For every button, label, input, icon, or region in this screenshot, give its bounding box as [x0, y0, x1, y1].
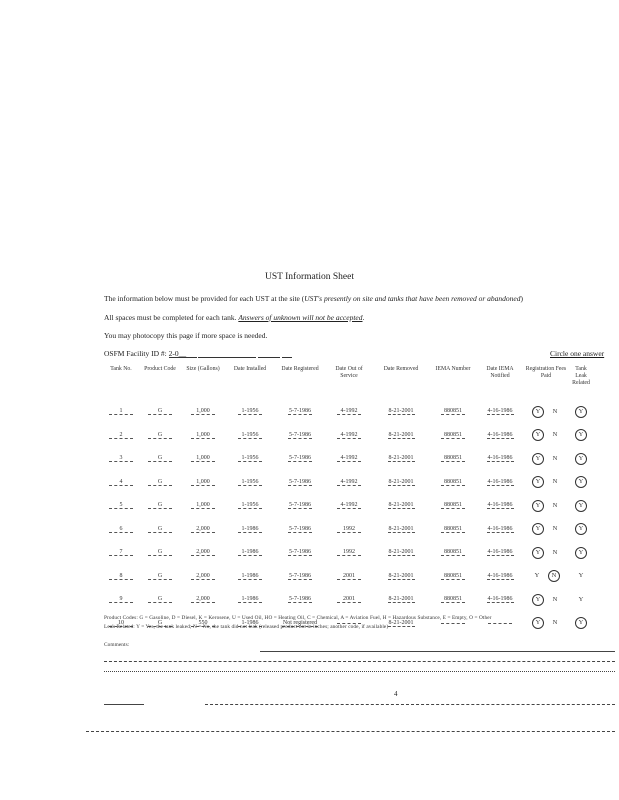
fees-option-n[interactable]: N [552, 501, 558, 509]
cell-value: 8-21-2001 [388, 596, 414, 603]
cell-out[interactable] [325, 588, 373, 612]
table-row [103, 518, 593, 542]
cell-value: 4-1992 [337, 455, 361, 462]
cell-value: 880851 [441, 526, 465, 533]
cell-removed[interactable] [373, 565, 429, 589]
cell-registered[interactable] [275, 588, 325, 612]
cell-installed[interactable] [225, 518, 275, 542]
cell-size[interactable] [181, 447, 225, 471]
cell-size[interactable] [181, 494, 225, 518]
cell-value: 2 [109, 432, 133, 439]
cell-iema[interactable] [429, 494, 477, 518]
cell-fees-paid [523, 565, 569, 589]
cell-value: 8-21-2001 [388, 525, 414, 532]
cell-value: 4-16-1986 [487, 431, 513, 438]
cell-value: 4-16-1986 [487, 455, 513, 462]
cell-leak-related [569, 400, 593, 424]
cell-product[interactable] [139, 447, 181, 471]
cell-value: 8-21-2001 [388, 549, 414, 556]
column-header: Date Out of Service [335, 366, 363, 379]
cell-fees-paid [523, 400, 569, 424]
cell-value: 2001 [337, 573, 361, 580]
column-header: Registration Fees Paid [525, 366, 567, 379]
cell-value: 2,000 [191, 596, 215, 603]
cell-out[interactable] [325, 471, 373, 495]
cell-value: 880851 [441, 502, 465, 509]
cell-value: 4-16-1986 [487, 525, 513, 532]
cell-iema[interactable] [429, 447, 477, 471]
cell-removed[interactable] [373, 400, 429, 424]
cell-installed[interactable] [225, 565, 275, 589]
cell-out[interactable] [325, 565, 373, 589]
fees-option-y[interactable]: Y [532, 406, 544, 418]
cell-registered[interactable] [275, 565, 325, 589]
cell-notified[interactable] [477, 471, 523, 495]
cell-product[interactable] [139, 400, 181, 424]
product-code-footnote: Product Codes: G = Gasoline, D = Diesel, K = Kerosene, U = Used Oil, HO = Heating Oil, C = Chemical, A = Aviation Fuel, H = Hazardous Substance, E = Empty, O = Other [104, 615, 492, 621]
leak-option-y[interactable]: Y [575, 429, 587, 441]
cell-value: 5-7-1986 [289, 572, 311, 579]
leak-option-y[interactable]: Y [575, 617, 587, 629]
cell-value: 1-1956 [238, 408, 262, 415]
page-number: 4 [394, 690, 398, 698]
fees-option-n[interactable]: N [552, 454, 558, 462]
cell-value: 1-1986 [238, 620, 262, 627]
cell-value: 4-16-1986 [487, 408, 513, 415]
cell-value: 4-1992 [337, 502, 361, 509]
cell-leak-related [569, 612, 593, 636]
table-header-row [103, 366, 593, 400]
cell-value [488, 623, 512, 624]
cell-value: 8-21-2001 [388, 478, 414, 485]
fees-option-y[interactable]: Y [532, 523, 544, 535]
fees-option-y[interactable]: Y [532, 476, 544, 488]
cell-fees-paid [523, 471, 569, 495]
intro-line-2-c: . [362, 313, 365, 322]
cell-out[interactable] [325, 494, 373, 518]
cell-tank[interactable] [103, 541, 139, 565]
cell-fees-paid [523, 424, 569, 448]
cell-leak-related [569, 588, 593, 612]
cell-value: G [148, 455, 172, 462]
table-row [103, 400, 593, 424]
cell-notified[interactable] [477, 400, 523, 424]
cell-value: 880851 [441, 479, 465, 486]
cell-value: 880851 [441, 432, 465, 439]
cell-value: 4 [109, 479, 133, 486]
fees-option-n[interactable]: N [552, 407, 558, 415]
cell-size[interactable] [181, 471, 225, 495]
cell-product[interactable] [139, 471, 181, 495]
cell-out[interactable] [325, 541, 373, 565]
cell-value: 1-1956 [238, 455, 262, 462]
cell-value: 5-7-1986 [289, 525, 311, 532]
cell-value: 1,000 [191, 502, 215, 509]
table-row [103, 424, 593, 448]
cell-notified[interactable] [477, 588, 523, 612]
cell-notified[interactable] [477, 447, 523, 471]
cell-installed[interactable] [225, 588, 275, 612]
cell-notified[interactable] [477, 518, 523, 542]
intro-line-1-italic: UST's presently on site and tanks that have been removed or abandoned [304, 294, 521, 303]
cell-value: 9 [109, 596, 133, 603]
cell-removed[interactable] [373, 424, 429, 448]
cell-value: 1-1956 [238, 502, 262, 509]
cell-value: 1-1956 [238, 432, 262, 439]
cell-tank[interactable] [103, 400, 139, 424]
cell-value: 4-16-1986 [487, 502, 513, 509]
cell-size[interactable] [181, 518, 225, 542]
cell-value: 3 [109, 455, 133, 462]
cell-value: 880851 [441, 549, 465, 556]
cell-removed[interactable] [373, 518, 429, 542]
cell-value: Not registered [282, 619, 318, 626]
cell-value: 4-16-1986 [487, 596, 513, 603]
column-header: Size (Gallons) [186, 366, 220, 372]
cell-out[interactable] [325, 447, 373, 471]
facility-id-field[interactable] [169, 349, 197, 358]
cell-leak-related [569, 565, 593, 589]
table-row [103, 588, 593, 612]
cell-value: 2001 [337, 596, 361, 603]
column-header: IEMA Number [435, 366, 471, 372]
cell-value: 7 [109, 549, 133, 556]
cell-value: 4-1992 [337, 408, 361, 415]
signature-line-2[interactable] [205, 704, 615, 705]
leak-option-y[interactable]: Y [575, 453, 587, 465]
cell-tank[interactable] [103, 518, 139, 542]
cell-value: 2,000 [191, 549, 215, 556]
cell-size[interactable] [181, 588, 225, 612]
cell-value: 1,000 [191, 408, 215, 415]
cell-installed[interactable] [225, 424, 275, 448]
leak-option-y[interactable]: Y [575, 500, 587, 512]
cell-leak-related [569, 518, 593, 542]
intro-line-1-a: The information below must be provided for each UST at the site ( [104, 294, 305, 303]
intro-line-3: You may photocopy this page if more space is needed. [104, 331, 268, 340]
cell-value: 1-1986 [238, 596, 262, 603]
cell-out[interactable] [325, 518, 373, 542]
facility-id-row [104, 349, 292, 358]
cell-product[interactable] [139, 424, 181, 448]
intro-line-2-a: All spaces must be completed for each tank. [104, 313, 239, 322]
leak-option-y[interactable]: Y [575, 406, 587, 418]
cell-value: 2,000 [191, 573, 215, 580]
cell-value: 4-1992 [337, 479, 361, 486]
cell-registered[interactable] [275, 424, 325, 448]
cell-product[interactable] [139, 541, 181, 565]
cell-value: 4-1992 [337, 432, 361, 439]
cell-iema[interactable] [429, 471, 477, 495]
leak-option-y[interactable]: Y [578, 595, 584, 603]
cell-value: 880851 [441, 596, 465, 603]
fees-option-n[interactable]: N [552, 525, 558, 533]
cell-out[interactable] [325, 424, 373, 448]
cell-value: 8-21-2001 [388, 502, 414, 509]
leak-footnote: Leak Related: Y = Yes, the tank leaked; N = No, the tank did not leak (released product not in inches; another code, if available) [104, 624, 389, 630]
cell-value: 880851 [441, 408, 465, 415]
fees-option-n[interactable]: N [552, 548, 558, 556]
fees-option-y[interactable]: Y [532, 500, 544, 512]
fees-option-n[interactable]: N [552, 595, 558, 603]
cell-value: 5-7-1986 [289, 455, 311, 462]
facility-id-blank-1[interactable] [198, 349, 256, 358]
cell-iema[interactable] [429, 518, 477, 542]
signature-line-3[interactable] [86, 731, 615, 732]
cell-removed[interactable] [373, 494, 429, 518]
cell-value: 4-16-1986 [487, 549, 513, 556]
cell-value: 8-21-2001 [388, 408, 414, 415]
cell-installed[interactable] [225, 447, 275, 471]
cell-installed[interactable] [225, 494, 275, 518]
cell-tank[interactable] [103, 588, 139, 612]
column-header: Tank No. [110, 366, 132, 372]
cell-leak-related [569, 494, 593, 518]
cell-value: 2,000 [191, 526, 215, 533]
fees-option-n[interactable]: N [552, 431, 558, 439]
cell-removed[interactable] [373, 447, 429, 471]
cell-tank[interactable] [103, 494, 139, 518]
fees-option-y[interactable]: Y [532, 547, 544, 559]
cell-notified[interactable] [477, 494, 523, 518]
comment-line-2[interactable] [104, 661, 615, 662]
cell-fees-paid [523, 541, 569, 565]
column-header: Date Installed [233, 366, 267, 372]
cell-value: 1-1986 [238, 573, 262, 580]
fees-option-y[interactable]: Y [534, 572, 540, 580]
cell-value: 1,000 [191, 479, 215, 486]
cell-value: 5-7-1986 [289, 596, 311, 603]
fees-option-n[interactable]: N [552, 619, 558, 627]
cell-registered[interactable] [275, 494, 325, 518]
table-row [103, 447, 593, 471]
fees-option-y[interactable]: Y [532, 594, 544, 606]
cell-value: 5-7-1986 [289, 549, 311, 556]
leak-option-y[interactable]: Y [575, 523, 587, 535]
column-header: Tank Leak Related [572, 366, 590, 386]
cell-iema[interactable] [429, 565, 477, 589]
cell-size[interactable] [181, 424, 225, 448]
column-header: Date Registered [281, 366, 319, 372]
cell-value: G [148, 408, 172, 415]
intro-line-1 [104, 294, 523, 303]
cell-leak-related [569, 471, 593, 495]
cell-installed[interactable] [225, 541, 275, 565]
cell-product[interactable] [139, 588, 181, 612]
cell-value: 10 [109, 620, 133, 627]
cell-value: 6 [109, 526, 133, 533]
intro-line-1-c: ) [520, 294, 523, 303]
cell-iema[interactable] [429, 424, 477, 448]
cell-value: 8-21-2001 [388, 572, 414, 579]
cell-removed[interactable] [373, 588, 429, 612]
cell-value: 1-1956 [238, 479, 262, 486]
fees-option-n[interactable]: N [552, 478, 558, 486]
cell-registered[interactable] [275, 518, 325, 542]
cell-value: 1992 [337, 549, 361, 556]
cell-value [441, 623, 465, 624]
cell-notified[interactable] [477, 541, 523, 565]
cell-installed[interactable] [225, 400, 275, 424]
cell-value: G [148, 596, 172, 603]
cell-value: 550 [191, 620, 215, 627]
cell-leak-related [569, 447, 593, 471]
cell-value: 5-7-1986 [289, 431, 311, 438]
cell-removed[interactable] [373, 541, 429, 565]
cell-registered[interactable] [275, 447, 325, 471]
page-title: UST Information Sheet [264, 272, 354, 282]
cell-registered[interactable] [275, 400, 325, 424]
cell-value: 5 [109, 502, 133, 509]
cell-value: 8 [109, 573, 133, 580]
table-body [103, 400, 593, 635]
intro-line-2 [104, 313, 364, 322]
circle-one-answer-header: Circle one answer [550, 349, 605, 358]
column-header: Date Removed [383, 366, 419, 372]
cell-value: 880851 [441, 455, 465, 462]
fees-option-y[interactable]: Y [532, 429, 544, 441]
cell-product[interactable] [139, 494, 181, 518]
cell-value: 5-7-1986 [289, 502, 311, 509]
cell-value: 880851 [441, 573, 465, 580]
cell-value: 1-1986 [238, 549, 262, 556]
cell-value: G [148, 526, 172, 533]
cell-notified[interactable] [477, 424, 523, 448]
cell-value: 4-16-1986 [487, 478, 513, 485]
cell-tank[interactable] [103, 424, 139, 448]
facility-id-blank-2[interactable] [258, 349, 280, 358]
cell-value: 1-1986 [238, 526, 262, 533]
cell-size[interactable] [181, 565, 225, 589]
cell-fees-paid [523, 612, 569, 636]
cell-iema[interactable] [429, 400, 477, 424]
cell-removed[interactable] [373, 471, 429, 495]
cell-product[interactable] [139, 565, 181, 589]
cell-product[interactable] [139, 518, 181, 542]
cell-notified[interactable] [477, 565, 523, 589]
table-row [103, 565, 593, 589]
cell-leak-related [569, 424, 593, 448]
cell-value: G [148, 432, 172, 439]
cell-fees-paid [523, 518, 569, 542]
fees-option-n[interactable]: N [548, 570, 560, 582]
cell-value: 1,000 [191, 455, 215, 462]
cell-tank[interactable] [103, 471, 139, 495]
cell-value: 8-21-2001 [388, 455, 414, 462]
facility-id-blank-3[interactable] [282, 349, 292, 358]
facility-id-label: OSFM Facility ID #: [104, 349, 167, 358]
signature-line-1[interactable] [104, 704, 144, 705]
cell-value: 5-7-1986 [289, 478, 311, 485]
fees-option-y[interactable]: Y [532, 453, 544, 465]
cell-tank[interactable] [103, 565, 139, 589]
cell-value: 5-7-1986 [289, 408, 311, 415]
cell-fees-paid [523, 494, 569, 518]
cell-value: G [148, 502, 172, 509]
cell-registered[interactable] [275, 541, 325, 565]
cell-fees-paid [523, 588, 569, 612]
cell-size[interactable] [181, 400, 225, 424]
facility-id-value: 2-0__ [168, 349, 187, 358]
cell-value: 4-16-1986 [487, 572, 513, 579]
cell-tank[interactable] [103, 447, 139, 471]
comment-line-3[interactable] [104, 671, 615, 672]
cell-out[interactable] [325, 400, 373, 424]
cell-leak-related [569, 541, 593, 565]
cell-size[interactable] [181, 541, 225, 565]
cell-value: 1,000 [191, 432, 215, 439]
comment-line-1[interactable] [260, 651, 615, 652]
ust-table [103, 366, 593, 635]
cell-value: G [148, 573, 172, 580]
cell-iema[interactable] [429, 541, 477, 565]
cell-value: G [148, 479, 172, 486]
cell-fees-paid [523, 447, 569, 471]
table-row [103, 541, 593, 565]
leak-option-y[interactable]: Y [575, 476, 587, 488]
table-row [103, 471, 593, 495]
cell-value: G [148, 549, 172, 556]
fees-option-y[interactable]: Y [532, 617, 544, 629]
cell-value: 8-21-2001 [388, 431, 414, 438]
cell-registered[interactable] [275, 471, 325, 495]
cell-iema[interactable] [429, 588, 477, 612]
cell-installed[interactable] [225, 471, 275, 495]
intro-line-2-emphasis: Answers of unknown will not be accepted [238, 313, 363, 322]
cell-value: 1992 [337, 526, 361, 533]
table-row [103, 494, 593, 518]
cell-value: 8-21-2001 [388, 619, 414, 626]
column-header: Date IEMA Notified [486, 366, 514, 379]
cell-value: 1 [109, 408, 133, 415]
leak-option-y[interactable]: Y [575, 547, 587, 559]
cell-value: G [148, 620, 172, 627]
comments-label: Comments: [104, 642, 130, 648]
column-header: Product Code [144, 366, 176, 372]
leak-option-y[interactable]: Y [578, 572, 584, 580]
